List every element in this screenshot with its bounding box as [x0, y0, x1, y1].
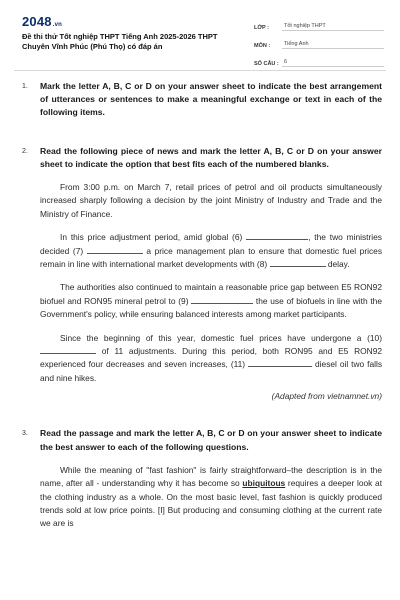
question-instruction: Mark the letter A, B, C or D on your answer sheet to indicate the best arrangement of utterances or sentences to make a meaningful exchange or text in each of the following items.	[40, 81, 382, 118]
question-3	[22, 427, 382, 453]
meta-label: MÔN :	[254, 43, 271, 49]
blank-6[interactable]	[246, 231, 308, 240]
exam-title: Đề thi thử Tốt nghiệp THPT Tiếng Anh 2025-2026 THPT Chuyên Vĩnh Phúc (Phú Thọ) có đáp án	[22, 32, 218, 51]
site-logo[interactable]: 2048.vn	[22, 14, 63, 29]
header-divider	[14, 70, 386, 71]
exam-meta	[254, 16, 384, 70]
page-header	[0, 0, 400, 70]
question-1	[22, 80, 382, 120]
meta-label: SỐ CÂU :	[254, 61, 279, 67]
source-citation: (Adapted from vietnamnet.vn)	[271, 391, 382, 402]
passage-paragraph: The authorities also continued to maintain a reasonable price gap between E5 RON92 biofuel and RON95 mineral petrol to (9) the use of biofuels in line with the Government's policy, while ensuring balanced interests among market participants.	[40, 282, 382, 320]
passage-paragraph: From 3:00 p.m. on March 7, retail prices of petrol and oil products simultaneously increased sharply following a decision by the joint Ministry of Industry and Trade and the Ministry of Finance.	[40, 182, 382, 219]
question-instruction: Read the passage and mark the letter A, B, C or D on your answer sheet to indicate the best answer to each of the following questions.	[40, 428, 382, 452]
exam-content	[22, 80, 382, 531]
meta-value: 6	[282, 59, 384, 67]
blank-8[interactable]	[270, 258, 326, 267]
meta-label: LỚP :	[254, 25, 269, 31]
question-number: 2.	[22, 147, 28, 155]
meta-subject-row	[254, 34, 384, 49]
passage-paragraph: In this price adjustment period, amid global (6) , the two ministries decided (7) a price management plan to ensure that domestic fuel prices remain in line with international market developments with (8) delay.	[40, 232, 383, 270]
meta-value: Tiếng Anh	[282, 41, 384, 49]
question-number: 1.	[22, 83, 28, 90]
meta-class-row	[254, 16, 384, 31]
meta-count-row	[254, 52, 384, 67]
question-instruction: Read the following piece of news and mark the letter A, B, C or D on your answer sheet to indicate the option that best fits each of the numbered blanks.	[40, 145, 382, 169]
question-2	[22, 145, 382, 171]
blank-10[interactable]	[40, 345, 96, 354]
blank-7[interactable]	[87, 245, 143, 254]
highlighted-word: ubiquitous	[242, 478, 286, 489]
passage-paragraph: While the meaning of "fast fashion" is fairly straightforward–the description is in the name, after all - understanding why it has become so ubiquitous requires a deeper look at the clothing industry as a whole. On the most basic level, fast fashion is quickly produced trends sold at low price points. [I] But producing and consuming clothing at the current rate we are is	[40, 464, 383, 529]
question-number: 3.	[22, 430, 28, 438]
meta-value: Tốt nghiệp THPT	[282, 23, 384, 31]
blank-9[interactable]	[191, 295, 253, 304]
blank-11[interactable]	[248, 358, 312, 367]
passage-paragraph: Since the beginning of this year, domestic fuel prices have undergone a (10) of 11 adjustments. During this period, both RON95 and E5 RON92 experienced four decreases and seven increases, (11) diesel oil two falls and nine hikes.	[40, 332, 383, 383]
